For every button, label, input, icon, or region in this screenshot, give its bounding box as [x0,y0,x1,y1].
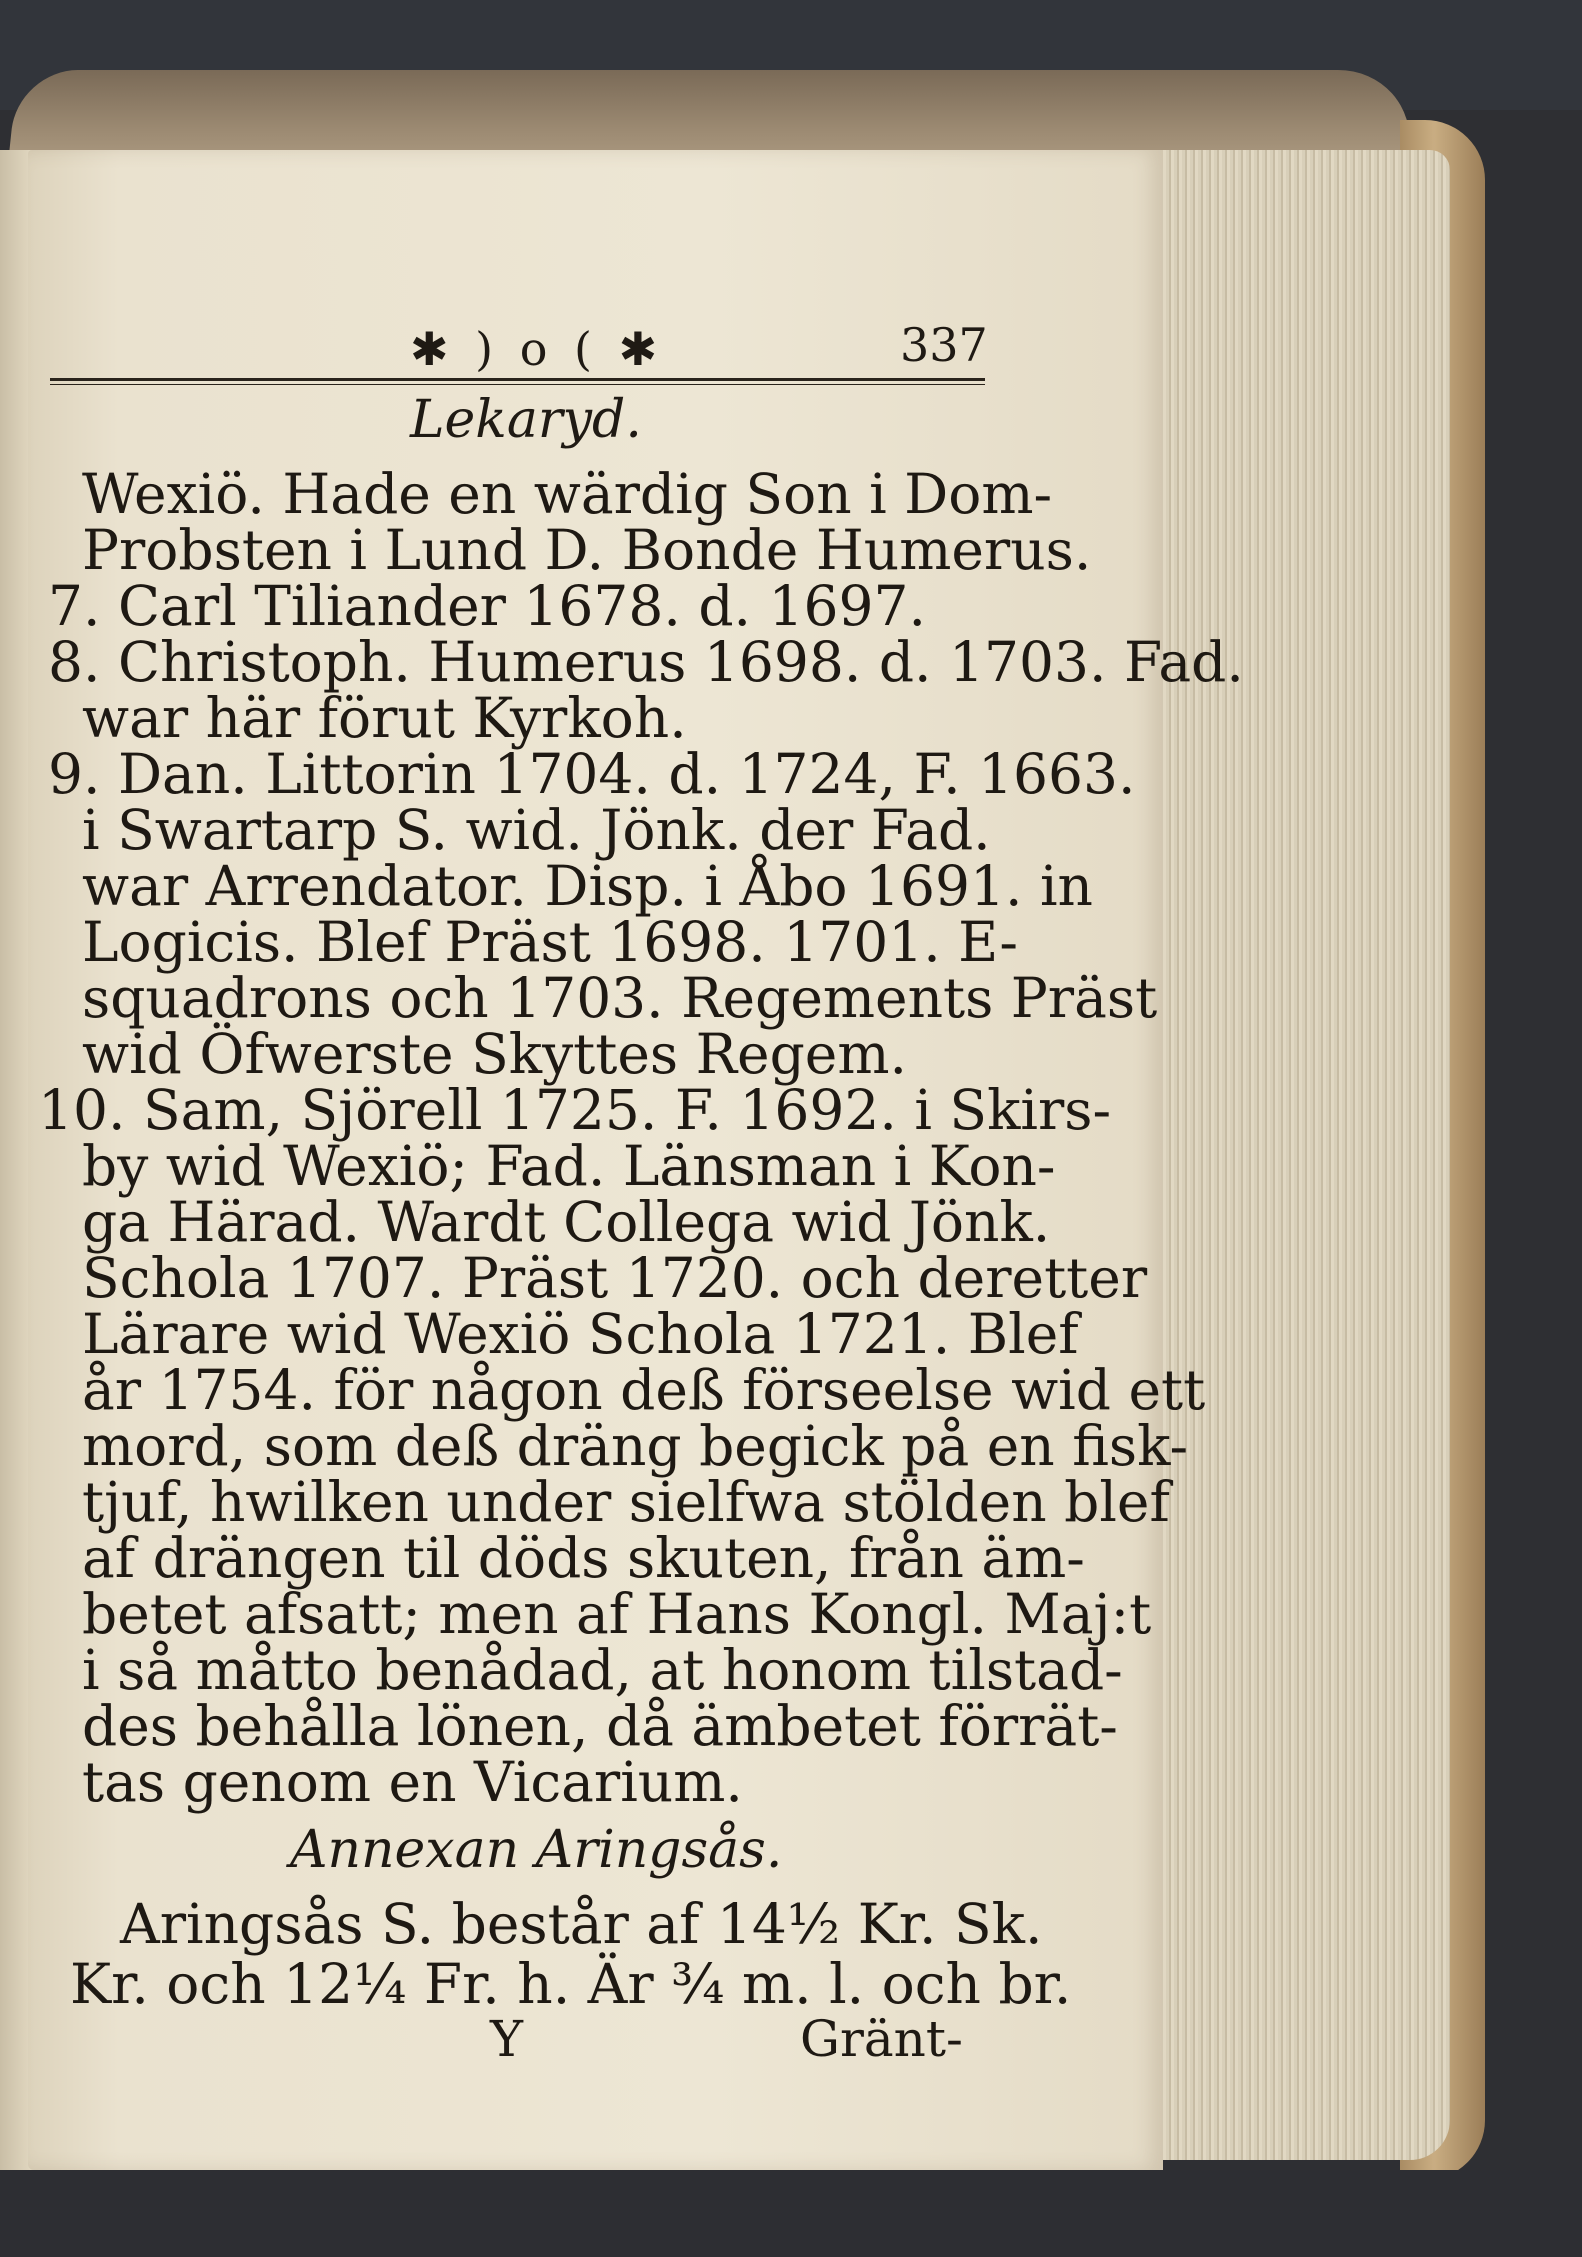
text-line: 8. Christoph. Humerus 1698. d. 1703. Fad. [48,630,1244,694]
text-line: ga Härad. Wardt Collega wid Jönk. [82,1190,1051,1254]
text-line: 9. Dan. Littorin 1704. d. 1724, F. 1663. [48,742,1136,806]
text-line: i Swartarp S. wid. Jönk. der Fad. [82,798,991,862]
text-line: Logicis. Blef Präst 1698. 1701. E- [82,910,1018,974]
text-line: wid Öfwerste Skyttes Regem. [82,1022,907,1086]
text-line: war här förut Kyrkoh. [82,686,687,750]
background-bottom [0,2170,1582,2257]
text-line: by wid Wexiö; Fad. Länsman i Kon- [82,1134,1056,1198]
text-line: war Arrendator. Disp. i Åbo 1691. in [82,854,1093,918]
text-line: 10. Sam, Sjörell 1725. F. 1692. i Skirs- [38,1078,1112,1142]
header-rule-thin [50,384,985,385]
text-line: år 1754. för någon deß förseelse wid ett [82,1358,1206,1422]
page-number: 337 [900,318,988,372]
text-line: af drängen til döds skuten, från äm- [82,1526,1085,1590]
text-line: i så måtto benådad, at honom tilstad- [82,1638,1123,1702]
signature-mark: Y [490,2010,524,2068]
catchword: Gränt- [800,2010,963,2068]
text-line: Probsten i Lund D. Bonde Humerus. [82,518,1092,582]
text-line: squadrons och 1703. Regements Präst [82,966,1158,1030]
text-line: Aringsås S. består af 14½ Kr. Sk. [120,1892,1043,1956]
text-line: Kr. och 12¼ Fr. h. Är ¾ m. l. och br. [70,1952,1072,2016]
subsection-title: Annexan Aringsås. [290,1820,783,1880]
text-line: mord, som deß dräng begick på en fisk- [82,1414,1189,1478]
text-line: des behålla lönen, då ämbetet förrät- [82,1694,1118,1758]
text-line: 7. Carl Tiliander 1678. d. 1697. [48,574,926,638]
text-line: tjuf, hwilken under sielfwa stölden blef [82,1470,1170,1534]
text-line: Lärare wid Wexiö Schola 1721. Blef [82,1302,1079,1366]
text-line: betet afsatt; men af Hans Kongl. Maj:t [82,1582,1152,1646]
text-line: Schola 1707. Präst 1720. och deretter [82,1246,1148,1310]
header-rule [50,378,985,381]
page-fore-edge [1150,150,1450,2160]
text-line: tas genom en Vicarium. [82,1750,743,1814]
section-title: Lekaryd. [410,390,642,450]
text-line: Wexiö. Hade en wärdig Son i Dom- [82,462,1053,526]
header-ornament: ✱ ) o ( ✱ [410,322,664,376]
